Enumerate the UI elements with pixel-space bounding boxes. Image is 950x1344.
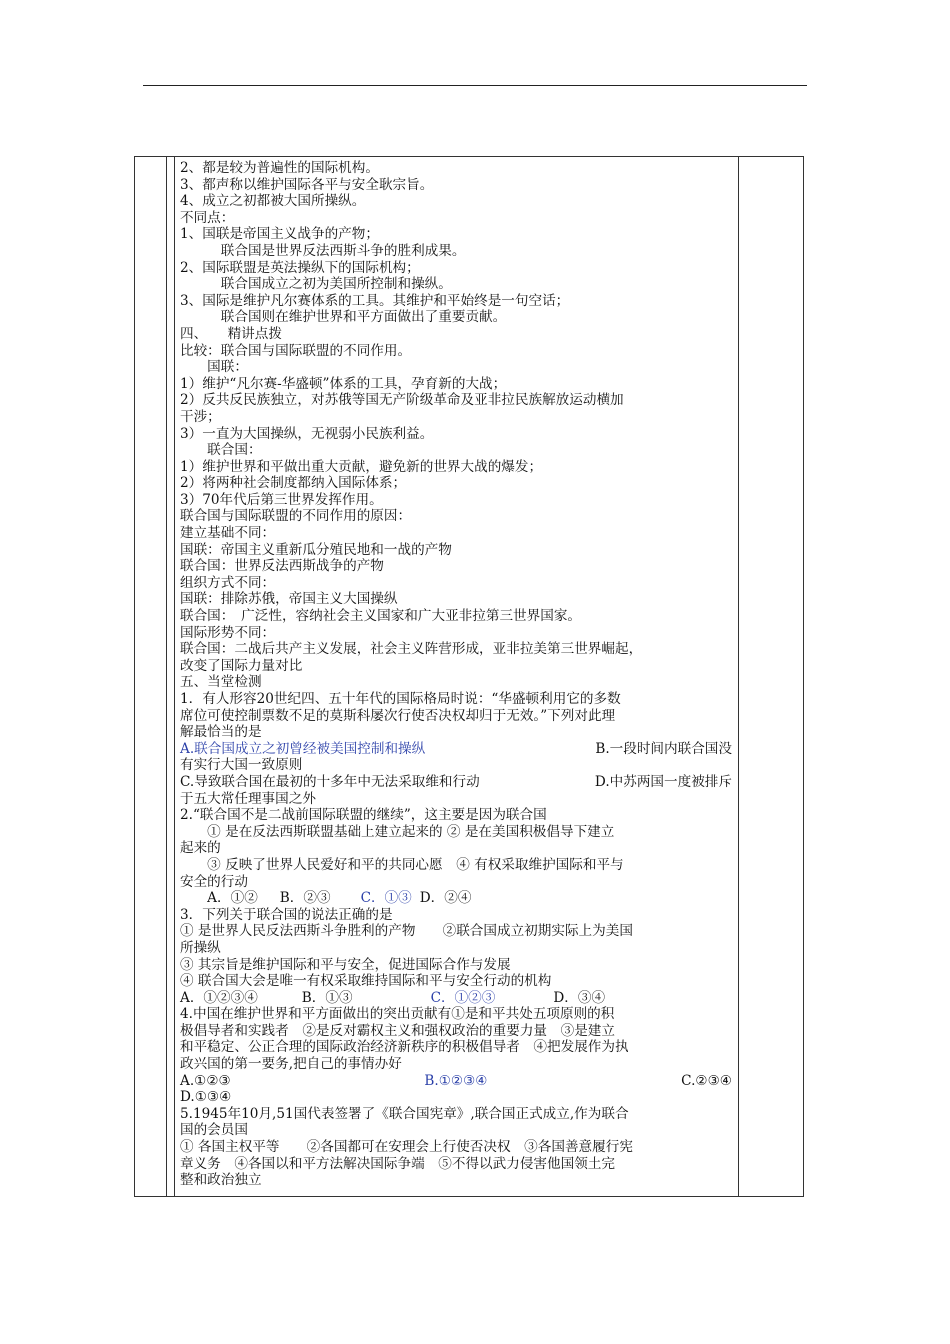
text-line: 2）将两种社会制度都纳入国际体系； — [180, 475, 407, 492]
q4-option-a: A.①②③ — [180, 1072, 231, 1089]
text-line: 联合国：世界反法西斯战争的产物 — [180, 558, 384, 575]
text-line: 国际形势不同： — [180, 624, 276, 641]
q2-item-1-cont: 起来的 — [180, 840, 221, 857]
q3-option-c: C．①②③ — [430, 989, 496, 1006]
text-line: 联合国成立之初为美国所控制和操纵。 — [180, 276, 452, 293]
q4-line-4: 政兴国的第一要务,把自己的事情办好 — [180, 1056, 402, 1073]
text-line: 2、国际联盟是英法操纵下的国际机构； — [180, 259, 420, 276]
text-line: 国联：排除苏俄，帝国主义大国操纵 — [180, 591, 398, 608]
text-line: 3、都声称以维护国际各平与安全耿宗旨。 — [180, 176, 434, 193]
q2-item-2: ③ 反映了世界人民爱好和平的共同心愿 ④ 有权采取维护国际和平与 — [180, 856, 624, 873]
text-line: 3）70年代后第三世界发挥作用。 — [180, 491, 383, 508]
q1-options-row-1 — [180, 741, 732, 758]
q2-stem: 2.“联合国不是二战前国际联盟的继续”，这主要是因为联合国 — [180, 807, 547, 824]
column-divider-1 — [166, 157, 167, 1196]
text-line: 解最恰当的是 — [180, 724, 262, 741]
text-line: 3、国际是维护凡尔赛体系的工具。其维护和平始终是一句空话； — [180, 292, 570, 309]
q3-stem: 3．下列关于联合国的说法正确的是 — [180, 906, 393, 923]
text-line: 1．有人形容20世纪四、五十年代的国际格局时说：“华盛顿利用它的多数 — [180, 691, 621, 707]
q2-option-d: D．②④ — [419, 890, 472, 907]
text-line: 联合国： — [180, 442, 262, 459]
text-line: 联合国：二战后共产主义发展，社会主义阵营形成，亚非拉美第三世界崛起， — [180, 641, 643, 658]
q1-option-b: B.一段时间内联合国没 — [595, 740, 732, 757]
column-divider-3 — [738, 157, 739, 1196]
q5-line-5: 整和政治独立 — [180, 1172, 262, 1189]
text-line: 1、国联是帝国主义战争的产物； — [180, 226, 379, 243]
q1-option-a: A.联合国成立之初曾经被美国控制和操纵 — [180, 740, 426, 757]
q2-option-c: C．①③ — [360, 890, 412, 907]
q1-option-c: C.导致联合国在最初的十多年中无法采取维和行动 — [180, 773, 480, 790]
text-line: 2）反共反民族独立，对苏俄等国无产阶级革命及亚非拉民族解放运动横加 — [180, 392, 624, 409]
text-line: 组织方式不同： — [180, 574, 276, 591]
text-line: 五、当堂检测 — [180, 674, 262, 691]
text-line: 不同点： — [180, 209, 235, 226]
q3-option-a: A．①②③④ — [180, 989, 258, 1006]
q2-item-2-cont: 安全的行动 — [180, 873, 248, 890]
text-line: 联合国是世界反法西斯斗争的胜利成果。 — [180, 242, 466, 259]
q5-line-1: 5.1945年10月,51国代表签署了《联合国宪章》,联合国正式成立,作为联合 — [180, 1105, 629, 1122]
text-line: 比较：联合国与国际联盟的不同作用。 — [180, 342, 412, 359]
q5-line-2: 国的会员国 — [180, 1122, 248, 1139]
text-line: 1）维护世界和平做出重大贡献，避免新的世界大战的爆发； — [180, 458, 543, 475]
q3-options — [180, 990, 732, 1007]
q2-option-a: A．①② — [180, 890, 258, 907]
q2-option-b: B．②③ — [279, 890, 331, 907]
q3-option-b: B．①③ — [301, 989, 353, 1006]
q4-option-c: C.②③④ — [681, 1072, 732, 1089]
q1-option-b-cont: 有实行大国一致原则 — [180, 757, 303, 774]
q4-line-2: 极倡导者和实践者 ②是反对霸权主义和强权政治的重要力量 ③是建立 — [180, 1022, 615, 1039]
q4-options-row — [180, 1073, 732, 1090]
text-line: 建立基础不同： — [180, 525, 276, 542]
text-line: 国联： — [180, 359, 248, 376]
text-line: 干涉； — [180, 408, 221, 425]
header-rule — [143, 85, 807, 86]
q3-item-1: ① 是世界人民反法西斯斗争胜利的产物 ②联合国成立初期实际上为美国 — [180, 923, 633, 940]
lesson-content — [180, 160, 732, 1189]
text-line: 四、 精讲点拨 — [180, 325, 282, 342]
text-line: 联合国： 广泛性，容纳社会主义国家和广大亚非拉第三世界国家。 — [180, 608, 582, 625]
q1-options-row-2 — [180, 774, 732, 791]
text-line: 联合国则在维护世界和平方面做出了重要贡献。 — [180, 309, 507, 326]
q4-line-1: 4.中国在维护世界和平方面做出的突出贡献有①是和平共处五项原则的积 — [180, 1006, 615, 1023]
q1-option-d-cont: 于五大常任理事国之外 — [180, 790, 316, 807]
text-line: 2、都是较为普遍性的国际机构。 — [180, 160, 379, 176]
text-line: 改变了国际力量对比 — [180, 657, 303, 674]
q3-item-3: ③ 其宗旨是维护国际和平与安全，促进国际合作与发展 — [180, 956, 511, 973]
text-line: 席位可使控制票数不足的莫斯科屡次行使否决权却归于无效。”下列对此理 — [180, 707, 616, 724]
text-line: 4、成立之初都被大国所操纵。 — [180, 193, 366, 210]
text-line: 联合国与国际联盟的不同作用的原因： — [180, 508, 412, 525]
q3-option-d: D．③④ — [553, 989, 606, 1006]
text-line: 1）维护“凡尔赛-华盛顿”体系的工具，孕育新的大战； — [180, 375, 507, 392]
q4-option-d: D.①③④ — [180, 1089, 232, 1106]
q1-option-d: D.中苏两国一度被排斥 — [594, 773, 732, 790]
q4-option-b: B.①②③④ — [424, 1072, 488, 1089]
q3-item-4: ④ 联合国大会是唯一有权采取维持国际和平与安全行动的机构 — [180, 973, 552, 990]
q2-item-1: ① 是在反法西斯联盟基础上建立起来的 ② 是在美国积极倡导下建立 — [180, 823, 615, 840]
q5-line-4: 章义务 ④各国以和平方法解决国际争端 ⑤不得以武力侵害他国领土完 — [180, 1155, 615, 1172]
column-divider-2 — [174, 157, 175, 1196]
text-line: 3）一直为大国操纵，无视弱小民族利益。 — [180, 425, 434, 442]
q5-line-3: ① 各国主权平等 ②各国都可在安理会上行使否决权 ③各国善意履行宪 — [180, 1139, 633, 1156]
q2-options — [180, 890, 732, 907]
lesson-text-lines — [180, 160, 732, 741]
q4-line-3: 和平稳定、公正合理的国际政治经济新秩序的积极倡导者 ④把发展作为执 — [180, 1039, 629, 1056]
q3-item-1-cont: 所操纵 — [180, 939, 221, 956]
text-line: 国联：帝国主义重新瓜分殖民地和一战的产物 — [180, 541, 452, 558]
